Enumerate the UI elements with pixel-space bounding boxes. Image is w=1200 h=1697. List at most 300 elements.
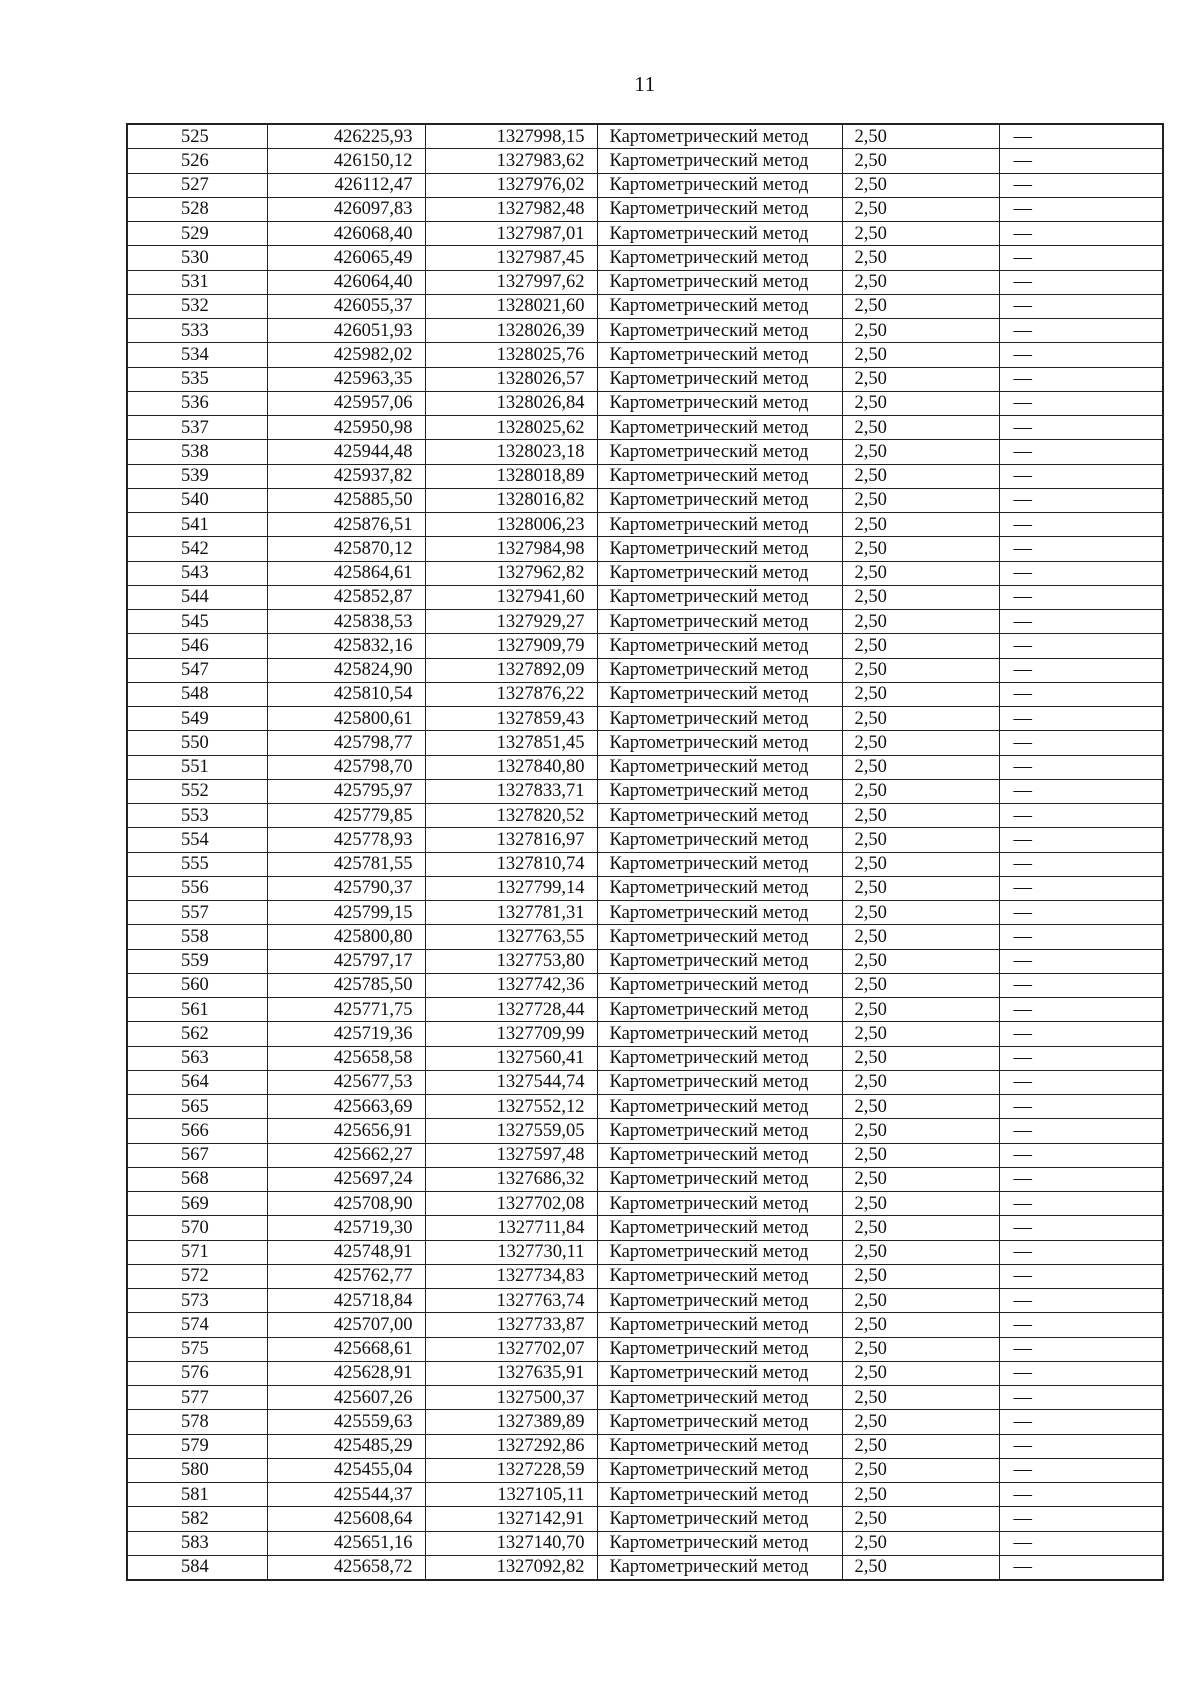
table-row	[127, 1458, 1163, 1482]
method-cell: Картометрический метод	[597, 901, 842, 925]
method-cell: Картометрический метод	[597, 1410, 842, 1434]
accuracy-cell: 2,50	[842, 755, 999, 779]
point-number-cell: 531	[127, 270, 267, 294]
description-cell: —	[999, 343, 1163, 367]
method-cell: Картометрический метод	[597, 1070, 842, 1094]
x-coordinate-cell: 425864,61	[267, 561, 425, 585]
point-number-cell: 575	[127, 1337, 267, 1361]
x-coordinate-cell: 425798,70	[267, 755, 425, 779]
table-row	[127, 998, 1163, 1022]
y-coordinate-cell: 1327730,11	[425, 1240, 597, 1264]
accuracy-cell: 2,50	[842, 464, 999, 488]
x-coordinate-cell: 425708,90	[267, 1192, 425, 1216]
method-cell: Картометрический метод	[597, 828, 842, 852]
accuracy-cell: 2,50	[842, 901, 999, 925]
page-number: 11	[634, 72, 656, 96]
point-number-cell: 551	[127, 755, 267, 779]
description-cell: —	[999, 1555, 1163, 1580]
method-cell: Картометрический метод	[597, 998, 842, 1022]
point-number-cell: 539	[127, 464, 267, 488]
y-coordinate-cell: 1327142,91	[425, 1507, 597, 1531]
table-row	[127, 197, 1163, 221]
point-number-cell: 542	[127, 537, 267, 561]
accuracy-cell: 2,50	[842, 1434, 999, 1458]
description-cell: —	[999, 828, 1163, 852]
table-row	[127, 1531, 1163, 1555]
description-cell: —	[999, 173, 1163, 197]
description-cell: —	[999, 440, 1163, 464]
method-cell: Картометрический метод	[597, 1361, 842, 1385]
table-row	[127, 1434, 1163, 1458]
table-row	[127, 755, 1163, 779]
x-coordinate-cell: 425963,35	[267, 367, 425, 391]
table-row	[127, 1361, 1163, 1385]
description-cell: —	[999, 1022, 1163, 1046]
table-row	[127, 925, 1163, 949]
method-cell: Картометрический метод	[597, 173, 842, 197]
description-cell: —	[999, 197, 1163, 221]
accuracy-cell: 2,50	[842, 513, 999, 537]
method-cell: Картометрический метод	[597, 1555, 842, 1580]
accuracy-cell: 2,50	[842, 173, 999, 197]
description-cell: —	[999, 682, 1163, 706]
description-cell: —	[999, 294, 1163, 318]
x-coordinate-cell: 425668,61	[267, 1337, 425, 1361]
x-coordinate-cell: 425795,97	[267, 779, 425, 803]
y-coordinate-cell: 1327987,45	[425, 246, 597, 270]
table-row	[127, 658, 1163, 682]
x-coordinate-cell: 425957,06	[267, 391, 425, 415]
table-row	[127, 294, 1163, 318]
x-coordinate-cell: 425876,51	[267, 513, 425, 537]
accuracy-cell: 2,50	[842, 1361, 999, 1385]
y-coordinate-cell: 1327728,44	[425, 998, 597, 1022]
point-number-cell: 568	[127, 1167, 267, 1191]
description-cell: —	[999, 1167, 1163, 1191]
table-row	[127, 1483, 1163, 1507]
accuracy-cell: 2,50	[842, 1070, 999, 1094]
y-coordinate-cell: 1327702,07	[425, 1337, 597, 1361]
description-cell: —	[999, 246, 1163, 270]
y-coordinate-cell: 1327816,97	[425, 828, 597, 852]
description-cell: —	[999, 416, 1163, 440]
method-cell: Картометрический метод	[597, 222, 842, 246]
method-cell: Картометрический метод	[597, 246, 842, 270]
point-number-cell: 559	[127, 949, 267, 973]
method-cell: Картометрический метод	[597, 1143, 842, 1167]
accuracy-cell: 2,50	[842, 876, 999, 900]
description-cell: —	[999, 1313, 1163, 1337]
point-number-cell: 561	[127, 998, 267, 1022]
table-row	[127, 246, 1163, 270]
accuracy-cell: 2,50	[842, 804, 999, 828]
x-coordinate-cell: 425663,69	[267, 1095, 425, 1119]
method-cell: Картометрический метод	[597, 367, 842, 391]
y-coordinate-cell: 1328023,18	[425, 440, 597, 464]
x-coordinate-cell: 425779,85	[267, 804, 425, 828]
method-cell: Картометрический метод	[597, 270, 842, 294]
x-coordinate-cell: 425719,30	[267, 1216, 425, 1240]
x-coordinate-cell: 425677,53	[267, 1070, 425, 1094]
y-coordinate-cell: 1327734,83	[425, 1264, 597, 1288]
table-row	[127, 416, 1163, 440]
description-cell: —	[999, 391, 1163, 415]
point-number-cell: 547	[127, 658, 267, 682]
y-coordinate-cell: 1328025,76	[425, 343, 597, 367]
description-cell: —	[999, 1240, 1163, 1264]
x-coordinate-cell: 426097,83	[267, 197, 425, 221]
point-number-cell: 578	[127, 1410, 267, 1434]
description-cell: —	[999, 1410, 1163, 1434]
description-cell: —	[999, 707, 1163, 731]
table-row	[127, 1070, 1163, 1094]
description-cell: —	[999, 270, 1163, 294]
table-row	[127, 1289, 1163, 1313]
method-cell: Картометрический метод	[597, 440, 842, 464]
description-cell: —	[999, 1143, 1163, 1167]
point-number-cell: 549	[127, 707, 267, 731]
method-cell: Картометрический метод	[597, 1192, 842, 1216]
y-coordinate-cell: 1327559,05	[425, 1119, 597, 1143]
x-coordinate-cell: 425656,91	[267, 1119, 425, 1143]
description-cell: —	[999, 222, 1163, 246]
table-row	[127, 949, 1163, 973]
table-row	[127, 513, 1163, 537]
table-row	[127, 1410, 1163, 1434]
y-coordinate-cell: 1327909,79	[425, 634, 597, 658]
x-coordinate-cell: 425607,26	[267, 1386, 425, 1410]
x-coordinate-cell: 425824,90	[267, 658, 425, 682]
table-row	[127, 901, 1163, 925]
table-row	[127, 367, 1163, 391]
table-row	[127, 173, 1163, 197]
y-coordinate-cell: 1327092,82	[425, 1555, 597, 1580]
x-coordinate-cell: 426055,37	[267, 294, 425, 318]
method-cell: Картометрический метод	[597, 804, 842, 828]
x-coordinate-cell: 425748,91	[267, 1240, 425, 1264]
x-coordinate-cell: 425658,72	[267, 1555, 425, 1580]
method-cell: Картометрический метод	[597, 1095, 842, 1119]
description-cell: —	[999, 561, 1163, 585]
accuracy-cell: 2,50	[842, 294, 999, 318]
x-coordinate-cell: 425800,61	[267, 707, 425, 731]
x-coordinate-cell: 425800,80	[267, 925, 425, 949]
method-cell: Картометрический метод	[597, 149, 842, 173]
accuracy-cell: 2,50	[842, 391, 999, 415]
table-row	[127, 1313, 1163, 1337]
method-cell: Картометрический метод	[597, 124, 842, 149]
method-cell: Картометрический метод	[597, 1216, 842, 1240]
y-coordinate-cell: 1327997,62	[425, 270, 597, 294]
y-coordinate-cell: 1327702,08	[425, 1192, 597, 1216]
accuracy-cell: 2,50	[842, 124, 999, 149]
y-coordinate-cell: 1327500,37	[425, 1386, 597, 1410]
y-coordinate-cell: 1327140,70	[425, 1531, 597, 1555]
y-coordinate-cell: 1328016,82	[425, 488, 597, 512]
description-cell: —	[999, 901, 1163, 925]
x-coordinate-cell: 426051,93	[267, 319, 425, 343]
accuracy-cell: 2,50	[842, 222, 999, 246]
point-number-cell: 550	[127, 731, 267, 755]
x-coordinate-cell: 425790,37	[267, 876, 425, 900]
y-coordinate-cell: 1327389,89	[425, 1410, 597, 1434]
point-number-cell: 582	[127, 1507, 267, 1531]
method-cell: Картометрический метод	[597, 464, 842, 488]
point-number-cell: 534	[127, 343, 267, 367]
accuracy-cell: 2,50	[842, 1143, 999, 1167]
method-cell: Картометрический метод	[597, 1434, 842, 1458]
method-cell: Картометрический метод	[597, 610, 842, 634]
x-coordinate-cell: 425719,36	[267, 1022, 425, 1046]
point-number-cell: 573	[127, 1289, 267, 1313]
point-number-cell: 543	[127, 561, 267, 585]
point-number-cell: 555	[127, 852, 267, 876]
method-cell: Картометрический метод	[597, 1337, 842, 1361]
y-coordinate-cell: 1328026,39	[425, 319, 597, 343]
x-coordinate-cell: 426112,47	[267, 173, 425, 197]
table-row	[127, 1216, 1163, 1240]
method-cell: Картометрический метод	[597, 682, 842, 706]
method-cell: Картометрический метод	[597, 707, 842, 731]
description-cell: —	[999, 731, 1163, 755]
description-cell: —	[999, 367, 1163, 391]
table-row	[127, 391, 1163, 415]
accuracy-cell: 2,50	[842, 1410, 999, 1434]
table-row	[127, 1192, 1163, 1216]
y-coordinate-cell: 1327597,48	[425, 1143, 597, 1167]
table-row	[127, 707, 1163, 731]
method-cell: Картометрический метод	[597, 1240, 842, 1264]
point-number-cell: 569	[127, 1192, 267, 1216]
method-cell: Картометрический метод	[597, 1022, 842, 1046]
point-number-cell: 533	[127, 319, 267, 343]
y-coordinate-cell: 1327833,71	[425, 779, 597, 803]
y-coordinate-cell: 1327851,45	[425, 731, 597, 755]
accuracy-cell: 2,50	[842, 658, 999, 682]
accuracy-cell: 2,50	[842, 416, 999, 440]
x-coordinate-cell: 425797,17	[267, 949, 425, 973]
accuracy-cell: 2,50	[842, 828, 999, 852]
table-row	[127, 585, 1163, 609]
point-number-cell: 581	[127, 1483, 267, 1507]
table-row	[127, 440, 1163, 464]
accuracy-cell: 2,50	[842, 707, 999, 731]
table-row	[127, 876, 1163, 900]
accuracy-cell: 2,50	[842, 488, 999, 512]
point-number-cell: 525	[127, 124, 267, 149]
accuracy-cell: 2,50	[842, 367, 999, 391]
description-cell: —	[999, 1531, 1163, 1555]
y-coordinate-cell: 1327976,02	[425, 173, 597, 197]
point-number-cell: 557	[127, 901, 267, 925]
y-coordinate-cell: 1327982,48	[425, 197, 597, 221]
method-cell: Картометрический метод	[597, 731, 842, 755]
y-coordinate-cell: 1327709,99	[425, 1022, 597, 1046]
table-row	[127, 804, 1163, 828]
point-number-cell: 552	[127, 779, 267, 803]
y-coordinate-cell: 1327781,31	[425, 901, 597, 925]
point-number-cell: 560	[127, 973, 267, 997]
table-row	[127, 731, 1163, 755]
x-coordinate-cell: 425785,50	[267, 973, 425, 997]
method-cell: Картометрический метод	[597, 973, 842, 997]
accuracy-cell: 2,50	[842, 610, 999, 634]
table-row	[127, 1264, 1163, 1288]
accuracy-cell: 2,50	[842, 1337, 999, 1361]
accuracy-cell: 2,50	[842, 319, 999, 343]
accuracy-cell: 2,50	[842, 1555, 999, 1580]
table-row	[127, 222, 1163, 246]
y-coordinate-cell: 1327810,74	[425, 852, 597, 876]
point-number-cell: 528	[127, 197, 267, 221]
description-cell: —	[999, 1046, 1163, 1070]
x-coordinate-cell: 426064,40	[267, 270, 425, 294]
x-coordinate-cell: 425662,27	[267, 1143, 425, 1167]
method-cell: Картометрический метод	[597, 949, 842, 973]
table-row	[127, 1167, 1163, 1191]
accuracy-cell: 2,50	[842, 1264, 999, 1288]
description-cell: —	[999, 585, 1163, 609]
method-cell: Картометрический метод	[597, 876, 842, 900]
description-cell: —	[999, 925, 1163, 949]
description-cell: —	[999, 1458, 1163, 1482]
table-row	[127, 634, 1163, 658]
accuracy-cell: 2,50	[842, 1386, 999, 1410]
method-cell: Картометрический метод	[597, 343, 842, 367]
accuracy-cell: 2,50	[842, 973, 999, 997]
table-row	[127, 319, 1163, 343]
point-number-cell: 572	[127, 1264, 267, 1288]
point-number-cell: 562	[127, 1022, 267, 1046]
point-number-cell: 577	[127, 1386, 267, 1410]
y-coordinate-cell: 1327892,09	[425, 658, 597, 682]
table-row	[127, 852, 1163, 876]
x-coordinate-cell: 425718,84	[267, 1289, 425, 1313]
method-cell: Картометрический метод	[597, 391, 842, 415]
description-cell: —	[999, 1386, 1163, 1410]
description-cell: —	[999, 852, 1163, 876]
method-cell: Картометрический метод	[597, 1119, 842, 1143]
accuracy-cell: 2,50	[842, 1095, 999, 1119]
point-number-cell: 579	[127, 1434, 267, 1458]
description-cell: —	[999, 1192, 1163, 1216]
accuracy-cell: 2,50	[842, 779, 999, 803]
table-row	[127, 270, 1163, 294]
point-number-cell: 527	[127, 173, 267, 197]
point-number-cell: 571	[127, 1240, 267, 1264]
table-row	[127, 1386, 1163, 1410]
point-number-cell: 570	[127, 1216, 267, 1240]
method-cell: Картометрический метод	[597, 1483, 842, 1507]
table-row	[127, 1337, 1163, 1361]
method-cell: Картометрический метод	[597, 585, 842, 609]
point-number-cell: 529	[127, 222, 267, 246]
x-coordinate-cell: 425544,37	[267, 1483, 425, 1507]
description-cell: —	[999, 1337, 1163, 1361]
y-coordinate-cell: 1327733,87	[425, 1313, 597, 1337]
y-coordinate-cell: 1327820,52	[425, 804, 597, 828]
point-number-cell: 563	[127, 1046, 267, 1070]
y-coordinate-cell: 1327962,82	[425, 561, 597, 585]
x-coordinate-cell: 425651,16	[267, 1531, 425, 1555]
x-coordinate-cell: 425485,29	[267, 1434, 425, 1458]
y-coordinate-cell: 1327686,32	[425, 1167, 597, 1191]
y-coordinate-cell: 1327635,91	[425, 1361, 597, 1385]
description-cell: —	[999, 488, 1163, 512]
description-cell: —	[999, 1264, 1163, 1288]
accuracy-cell: 2,50	[842, 537, 999, 561]
point-number-cell: 564	[127, 1070, 267, 1094]
y-coordinate-cell: 1327998,15	[425, 124, 597, 149]
y-coordinate-cell: 1328021,60	[425, 294, 597, 318]
method-cell: Картометрический метод	[597, 1531, 842, 1555]
point-number-cell: 530	[127, 246, 267, 270]
accuracy-cell: 2,50	[842, 949, 999, 973]
description-cell: —	[999, 876, 1163, 900]
x-coordinate-cell: 425771,75	[267, 998, 425, 1022]
accuracy-cell: 2,50	[842, 1022, 999, 1046]
description-cell: —	[999, 513, 1163, 537]
x-coordinate-cell: 425658,58	[267, 1046, 425, 1070]
description-cell: —	[999, 1289, 1163, 1313]
y-coordinate-cell: 1327840,80	[425, 755, 597, 779]
accuracy-cell: 2,50	[842, 731, 999, 755]
accuracy-cell: 2,50	[842, 1313, 999, 1337]
point-number-cell: 558	[127, 925, 267, 949]
accuracy-cell: 2,50	[842, 1531, 999, 1555]
y-coordinate-cell: 1327859,43	[425, 707, 597, 731]
table-row	[127, 973, 1163, 997]
y-coordinate-cell: 1327292,86	[425, 1434, 597, 1458]
method-cell: Картометрический метод	[597, 925, 842, 949]
point-number-cell: 535	[127, 367, 267, 391]
method-cell: Картометрический метод	[597, 197, 842, 221]
accuracy-cell: 2,50	[842, 1046, 999, 1070]
x-coordinate-cell: 425697,24	[267, 1167, 425, 1191]
y-coordinate-cell: 1328006,23	[425, 513, 597, 537]
x-coordinate-cell: 425832,16	[267, 634, 425, 658]
table-row	[127, 610, 1163, 634]
x-coordinate-cell: 425838,53	[267, 610, 425, 634]
x-coordinate-cell: 425852,87	[267, 585, 425, 609]
table-row	[127, 1555, 1163, 1580]
description-cell: —	[999, 1507, 1163, 1531]
description-cell: —	[999, 949, 1163, 973]
accuracy-cell: 2,50	[842, 246, 999, 270]
point-number-cell: 584	[127, 1555, 267, 1580]
method-cell: Картометрический метод	[597, 1289, 842, 1313]
accuracy-cell: 2,50	[842, 149, 999, 173]
y-coordinate-cell: 1327544,74	[425, 1070, 597, 1094]
y-coordinate-cell: 1327742,36	[425, 973, 597, 997]
y-coordinate-cell: 1327753,80	[425, 949, 597, 973]
x-coordinate-cell: 425810,54	[267, 682, 425, 706]
method-cell: Картометрический метод	[597, 1386, 842, 1410]
table-row	[127, 561, 1163, 585]
x-coordinate-cell: 425982,02	[267, 343, 425, 367]
point-number-cell: 541	[127, 513, 267, 537]
method-cell: Картометрический метод	[597, 488, 842, 512]
y-coordinate-cell: 1328026,57	[425, 367, 597, 391]
accuracy-cell: 2,50	[842, 1289, 999, 1313]
y-coordinate-cell: 1328026,84	[425, 391, 597, 415]
method-cell: Картометрический метод	[597, 1046, 842, 1070]
method-cell: Картометрический метод	[597, 294, 842, 318]
method-cell: Картометрический метод	[597, 779, 842, 803]
point-number-cell: 548	[127, 682, 267, 706]
table-row	[127, 464, 1163, 488]
accuracy-cell: 2,50	[842, 1167, 999, 1191]
